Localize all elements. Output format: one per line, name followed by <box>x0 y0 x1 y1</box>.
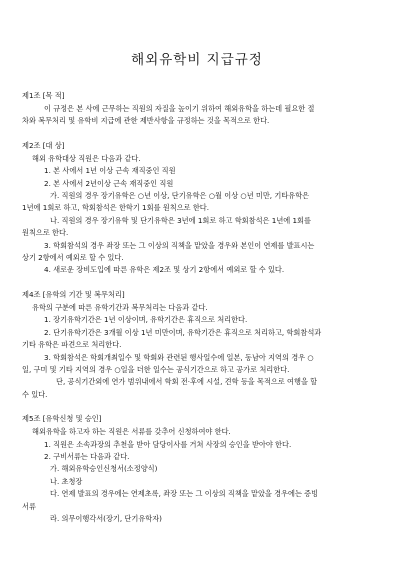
article-line: 서류 <box>22 501 36 511</box>
article-line: 나. 초청장 <box>50 476 83 486</box>
article-line: 해외유학을 하고자 하는 직원은 서류를 갖추어 신청하여야 한다. <box>32 427 231 437</box>
article-line: 2. 단기유학기간은 3개월 이상 1년 미만이며, 유학기간은 휴직으로 처리하고, 학회참석과 <box>44 327 322 337</box>
article-line: 가. 직원의 경우 장기유학은 ○년 이상, 단기유학은 ○월 이상 ○년 미만, 기타유학은 <box>50 191 310 201</box>
article-line: 기타 유학은 파견으로 처리한다. <box>22 340 122 350</box>
article-line: 나. 직원의 경우 장기유학 및 단기유학은 3년에 1회로 하고 학회참석은 1년에 1회를 <box>50 215 311 225</box>
article-line: 가. 해외유학승인신청서(소정양식) <box>50 464 158 474</box>
article-line: 1. 장기유학기간은 1년 이상이며, 유학기간은 휴직으로 처리한다. <box>44 315 248 325</box>
article-line: 1. 직원은 소속과장의 추천을 받아 담당이사를 거쳐 사장의 승인을 받아야 한다. <box>44 439 292 449</box>
article-line: 4. 새로운 장비도입에 따른 유학은 제2조 및 상기 2항에서 예외로 할 수 있다. <box>44 265 285 275</box>
article-line: 상기 2항에서 예외로 할 수 있다. <box>22 253 124 263</box>
article-heading: 제4조 [유학의 기간 및 복무처리] <box>22 289 125 299</box>
document-title: 해외유학비 지급규정 <box>131 52 263 68</box>
article-line: 원칙으로 한다. <box>22 228 69 238</box>
article-section <box>22 413 372 525</box>
article-heading: 제5조 [유학신청 및 승인] <box>22 414 102 424</box>
article-section <box>22 140 372 277</box>
article-line: 해외 유학대상 직원은 다음과 같다. <box>32 153 141 163</box>
article-heading: 제2조 [대 상] <box>22 140 65 150</box>
article-line: 3. 학회참석의 경우 좌장 또는 그 이상의 직책을 맡았을 경우와 본인이 연제를 발표시는 <box>44 240 315 250</box>
article-line: 라. 의무이행각서(장기, 단기유학자) <box>50 513 162 523</box>
article-line: 2. 본 사에서 2년이상 근속 재직중인 직원 <box>44 178 174 188</box>
article-section <box>22 289 372 401</box>
articles-container <box>22 90 372 525</box>
article-line: 다. 연제 발표의 경우에는 연제초록, 좌장 또는 그 이상의 직책을 맡았을 경우에는 증빙 <box>50 489 319 499</box>
article-line: 차와 복무처리 및 유학비 지급에 관한 제반사항을 규정하는 것을 목적으로 한다. <box>22 116 270 126</box>
article-section <box>22 90 372 128</box>
article-line: 1. 본 사에서 1년 이상 근속 재직중인 직원 <box>44 166 176 176</box>
article-line: 단, 공식기간외에 연가 범위내에서 학회 전·후에 시설, 견학 등을 목적으로 여행을 할 <box>56 377 318 387</box>
article-line: 3. 학회참석은 학회개최일수 및 학회와 관련된 행사일수에 일본, 동남아 지역의 경우 ○ <box>44 352 314 362</box>
article-heading: 제1조 [목 적] <box>22 91 65 100</box>
article-line: 유학의 구분에 따른 유학기간과 복무처리는 다음과 같다. <box>32 302 208 312</box>
article-line: 수 있다. <box>22 389 48 399</box>
article-line: 일, 구미 및 기타 지역의 경우 ○일을 더한 일수는 공식기간으로 하고 공가로 처리한다. <box>22 364 290 374</box>
article-line: 2. 구비서류는 다음과 같다. <box>44 451 130 461</box>
article-line: 1년에 1회로 하고, 학회참석은 한학기 1회를 원칙으로 한다. <box>22 203 210 213</box>
article-line: 이 규정은 본 사에 근무하는 직원의 자질을 높이기 위하여 해외유학을 하는데 필요한 절 <box>44 104 315 113</box>
